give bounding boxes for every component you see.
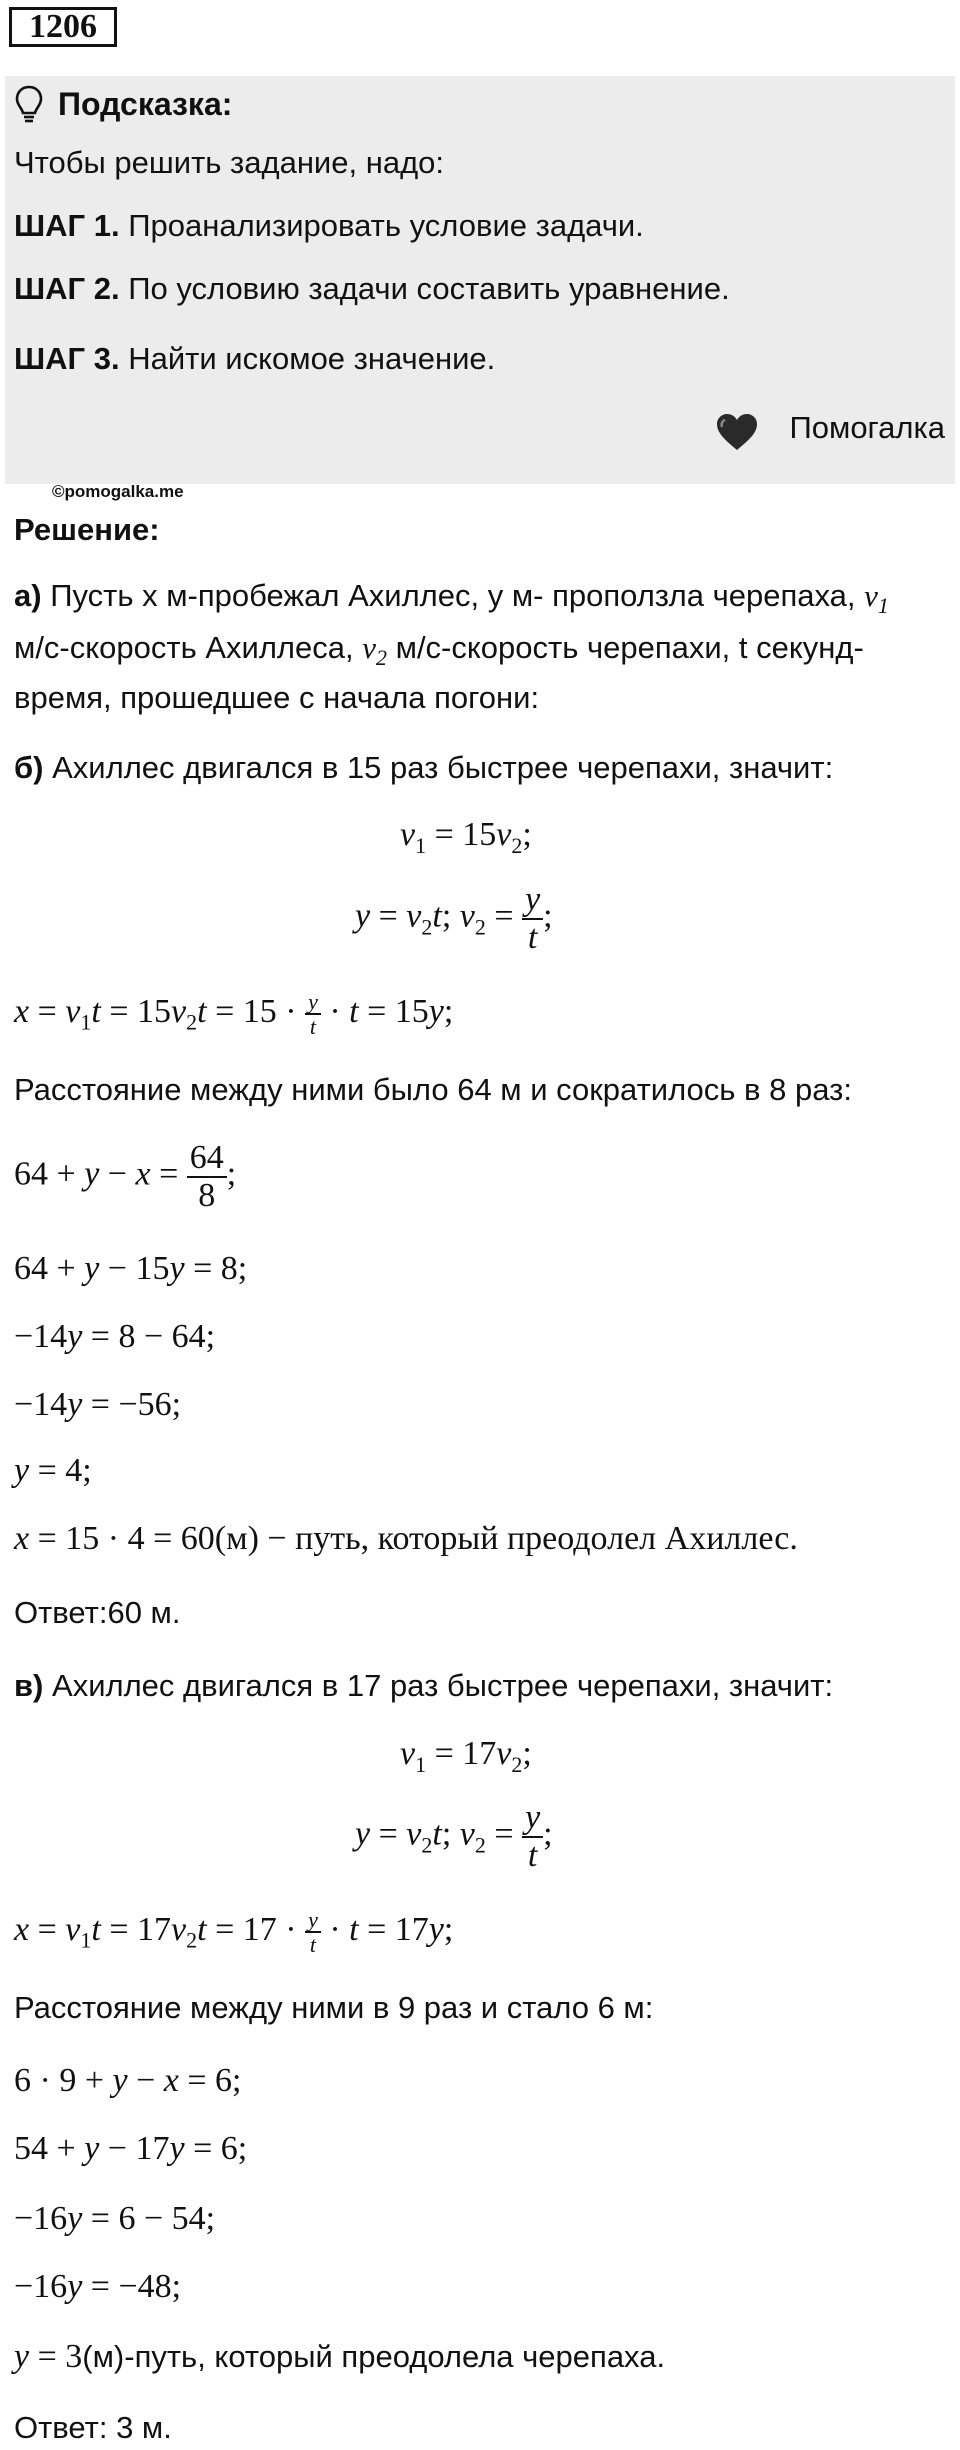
hint-intro: Чтобы решить задание, надо:: [14, 145, 445, 180]
eq-b-2: $y = v_2t$; $v_2$ = $\frac{y}{t}$ ;: [355, 881, 553, 956]
brand-label: Помогалка: [789, 410, 945, 445]
eq-c-3: $x = v_1t = 17v_2t = 17$ · $\frac{y}{t}$ · t = 17y;: [14, 1907, 454, 1958]
eq-b-1: $v_1 = 15v_2$;: [400, 816, 532, 858]
eq-b-7: −14y = −56;: [14, 1386, 182, 1423]
eq-c-4: 6 · 9 + y − x = 6;: [14, 2062, 242, 2099]
eq-b-3: $x = v_1t = 15v_2t = 15$ · $\frac{y}{t}$ · t = 15y;: [14, 989, 454, 1040]
hint-step-1: ШАГ 1. Проанализировать условие задачи.: [14, 208, 644, 243]
eq-c-8: y = 3(м)-путь, который преодолела черепаха.: [14, 2338, 666, 2375]
part-a-line-1: а) Пусть x м-пробежал Ахиллес, y м- проползла черепаха, $v_1$: [14, 578, 889, 619]
hint-title: Подсказка:: [58, 86, 233, 122]
eq-b-6: −14y = 8 − 64;: [14, 1318, 216, 1355]
part-a-line-3: время, прошедшее с начала погони:: [14, 680, 540, 715]
task-number: 1206: [9, 7, 117, 47]
eq-b-9: x = 15 · 4 = 60(м) − путь, который преодолел Ахиллес.: [14, 1520, 798, 1557]
part-b-distance-text: Расстояние между ними было 64 м и сократилось в 8 раз:: [14, 1072, 852, 1107]
part-c-intro: в) Ахиллес двигался в 17 раз быстрее черепахи, значит:: [14, 1668, 834, 1703]
eq-b-8: y = 4;: [14, 1452, 92, 1489]
part-a-line-2: м/с-скорость Ахиллеса, $v_2$ м/с-скорость черепахи, t секунд-: [14, 630, 864, 671]
lightbulb-icon: [14, 84, 44, 126]
part-c-answer: Ответ: 3 м.: [14, 2410, 172, 2445]
eq-b-4: 64 + y − x = $\frac{64}{8}$ ;: [14, 1139, 237, 1214]
copyright: ©pomogalka.me: [52, 482, 184, 501]
part-b-intro: б) Ахиллес двигался в 15 раз быстрее черепахи, значит:: [14, 750, 834, 785]
eq-b-5: 64 + y − 15y = 8;: [14, 1250, 248, 1287]
eq-c-2: $y = v_2t$; $v_2$ = $\frac{y}{t}$ ;: [355, 1799, 553, 1874]
eq-c-5: 54 + y − 17y = 6;: [14, 2130, 248, 2167]
eq-c-6: −16y = 6 − 54;: [14, 2200, 216, 2237]
hint-step-2: ШАГ 2. По условию задачи составить уравнение.: [14, 271, 730, 306]
part-b-answer: Ответ:60 м.: [14, 1595, 181, 1630]
hint-step-3: ШАГ 3. Найти искомое значение.: [14, 341, 496, 376]
solution-heading: Решение:: [14, 512, 160, 547]
eq-c-7: −16y = −48;: [14, 2268, 182, 2305]
eq-c-1: $v_1 = 17v_2$;: [400, 1735, 532, 1777]
heart-icon: [715, 412, 759, 452]
part-c-distance-text: Расстояние между ними в 9 раз и стало 6 м:: [14, 1990, 654, 2025]
